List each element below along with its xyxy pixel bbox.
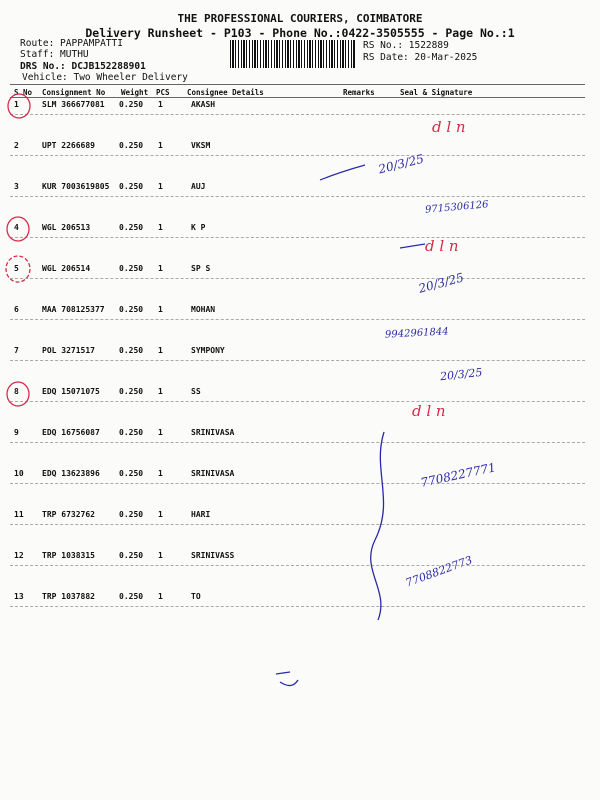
- row-consignee: MOHAN: [191, 305, 216, 314]
- row-weight: 0.250: [119, 387, 144, 396]
- row-consignee: AUJ: [191, 182, 206, 191]
- rs-date: RS Date: 20-Mar-2025: [363, 52, 478, 63]
- staff-label: Staff: MUTHU: [20, 49, 89, 60]
- row-consignment-no: UPT 2266689: [42, 141, 95, 150]
- row-consignment-no: TRP 1038315: [42, 551, 95, 560]
- route-label: Route: PAPPAMPATTI: [20, 38, 123, 49]
- row-consignment-no: TRP 6732762: [42, 510, 95, 519]
- row-consignment-no: EDQ 16756087: [42, 428, 100, 437]
- row-consignment-no: POL 3271517: [42, 346, 95, 355]
- signature-row-6: 9942961844: [384, 326, 449, 341]
- signature-row-2: 20/3/25: [376, 151, 426, 177]
- row-pcs: 1: [158, 100, 163, 109]
- row-pcs: 1: [158, 510, 163, 519]
- circle-row-1: [8, 94, 30, 118]
- row-sno: 12: [14, 551, 24, 560]
- row-sno: 4: [14, 223, 19, 232]
- col-remarks: Remarks: [343, 88, 375, 97]
- remark-row-4: d l n: [425, 237, 459, 255]
- row-sno: 8: [14, 387, 19, 396]
- row-consignee: SRINIVASA: [191, 428, 235, 437]
- row-consignment-no: KUR 7003619805: [42, 182, 110, 191]
- rs-number: RS No.: 1522889: [363, 40, 449, 51]
- row-consignee: SRINIVASS: [191, 551, 235, 560]
- row-sno: 11: [14, 510, 24, 519]
- row-consignment-no: TRP 1037882: [42, 592, 95, 601]
- row-pcs: 1: [158, 346, 163, 355]
- circle-row-5: [6, 256, 30, 282]
- row-weight: 0.250: [119, 305, 144, 314]
- row-pcs: 1: [158, 428, 163, 437]
- row-weight: 0.250: [119, 264, 144, 273]
- signature-row-3: 9715306126: [424, 199, 489, 216]
- circle-row-8: [7, 382, 29, 406]
- signature-row-10: 7708227771: [419, 460, 497, 490]
- row-consignment-no: EDQ 15071075: [42, 387, 100, 396]
- row-weight: 0.250: [119, 469, 144, 478]
- row-consignee: SP S: [191, 264, 211, 273]
- row-weight: 0.250: [119, 428, 144, 437]
- row-pcs: 1: [158, 551, 163, 560]
- row-sno: 10: [14, 469, 24, 478]
- row-consignee: SS: [191, 387, 201, 396]
- row-weight: 0.250: [119, 223, 144, 232]
- row-weight: 0.250: [119, 592, 144, 601]
- row-consignment-no: WGL 206514: [42, 264, 91, 273]
- row-weight: 0.250: [119, 510, 144, 519]
- signature-row-5: 20/3/25: [416, 270, 466, 296]
- runsheet-subtitle: Delivery Runsheet - P103 - Phone No.:0422-3505555 - Page No.:1: [85, 26, 515, 40]
- page-mark: [276, 672, 298, 686]
- circle-row-4: [7, 217, 29, 241]
- row-consignment-no: EDQ 13623896: [42, 469, 100, 478]
- row-pcs: 1: [158, 469, 163, 478]
- company-title: THE PROFESSIONAL COURIERS, COIMBATORE: [177, 12, 423, 25]
- remark-row-8: d l n: [412, 402, 446, 420]
- row-weight: 0.250: [119, 551, 144, 560]
- remark-row-1: d l n: [432, 118, 466, 136]
- row-sno: 2: [14, 141, 19, 150]
- row-consignee: K P: [191, 223, 206, 232]
- row-weight: 0.250: [119, 141, 144, 150]
- col-consignee: Consignee Details: [187, 88, 264, 97]
- row-pcs: 1: [158, 223, 163, 232]
- row-weight: 0.250: [119, 100, 144, 109]
- row-pcs: 1: [158, 264, 163, 273]
- pen-stroke: [400, 244, 425, 248]
- col-pcs: PCS: [156, 88, 170, 97]
- row-consignee: SYMPONY: [191, 346, 225, 355]
- row-sno: 6: [14, 305, 19, 314]
- row-pcs: 1: [158, 387, 163, 396]
- row-consignee: VKSM: [191, 141, 211, 150]
- row-weight: 0.250: [119, 346, 144, 355]
- row-pcs: 1: [158, 141, 163, 150]
- row-sno: 5: [14, 264, 19, 273]
- row-sno: 1: [14, 100, 19, 109]
- row-pcs: 1: [158, 305, 163, 314]
- row-consignee: HARI: [191, 510, 211, 519]
- drs-number: DRS No.: DCJB152288901: [20, 61, 146, 72]
- signature-row-12: 7708822773: [403, 553, 475, 590]
- col-seal-signature: Seal & Signature: [400, 88, 473, 97]
- row-sno: 9: [14, 428, 19, 437]
- long-signature-stroke: [371, 432, 384, 620]
- row-consignee: TO: [191, 592, 201, 601]
- vehicle-label: Vehicle: Two Wheeler Delivery: [22, 72, 188, 83]
- pen-stroke: [320, 165, 365, 180]
- signature-row-7: 20/3/25: [439, 365, 483, 384]
- row-sno: 3: [14, 182, 19, 191]
- row-pcs: 1: [158, 182, 163, 191]
- row-consignment-no: SLM 366677081: [42, 100, 105, 109]
- row-consignee: AKASH: [191, 100, 216, 109]
- col-weight: Weight: [121, 88, 149, 97]
- col-consignment: Consignment No: [42, 88, 106, 97]
- row-sno: 13: [14, 592, 24, 601]
- row-weight: 0.250: [119, 182, 144, 191]
- row-consignment-no: MAA 708125377: [42, 305, 105, 314]
- row-pcs: 1: [158, 592, 163, 601]
- row-consignee: SRINIVASA: [191, 469, 235, 478]
- row-consignment-no: WGL 206513: [42, 223, 91, 232]
- col-sno: S No: [14, 88, 33, 97]
- row-sno: 7: [14, 346, 19, 355]
